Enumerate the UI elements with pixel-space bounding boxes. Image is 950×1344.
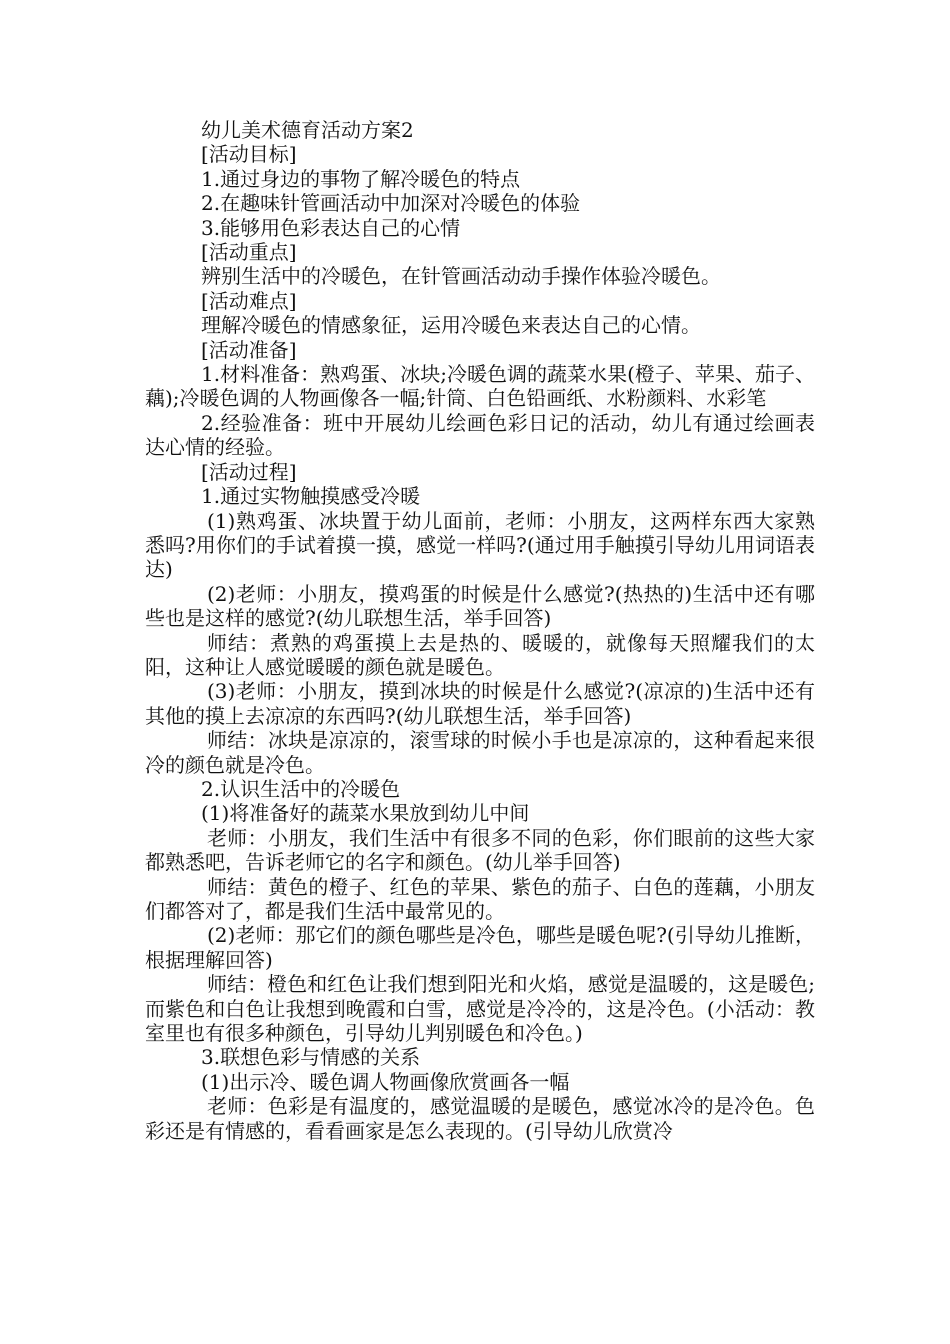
paragraph: 老师：色彩是有温度的，感觉温暖的是暖色，感觉冰冷的是冷色。色彩还是有情感的，看看画家是怎么表现的。(引导幼儿欣赏冷 <box>145 1094 815 1143</box>
paragraph: 2.经验准备：班中开展幼儿绘画色彩日记的活动，幼儿有通过绘画表达心情的经验。 <box>145 410 815 460</box>
paragraph: 辨别生活中的冷暖色，在针管画活动动手操作体验冷暖色。 <box>201 264 721 289</box>
paragraph: 3.联想色彩与情感的关系 <box>201 1045 421 1070</box>
paragraph: (1)熟鸡蛋、冰块置于幼儿面前，老师：小朋友，这两样东西大家熟悉吗?用你们的手试着摸一摸，感觉一样吗?(通过用手触摸引导幼儿用词语表达) <box>145 508 815 582</box>
paragraph: 1.通过身边的事物了解冷暖色的特点 <box>201 166 521 191</box>
paragraph: (1)出示冷、暖色调人物画像欣赏画各一幅 <box>201 1069 570 1094</box>
section-heading-difficulty: [活动难点] <box>201 288 297 313</box>
paragraph: 1.通过实物触摸感受冷暖 <box>201 484 421 509</box>
section-heading-goals: [活动目标] <box>201 142 297 167</box>
paragraph: 老师：小朋友，我们生活中有很多不同的色彩，你们眼前的这些大家都熟悉吧，告诉老师它的名字和颜色。(幼儿举手回答) <box>145 825 815 875</box>
document-body <box>145 118 815 1143</box>
paragraph: 3.能够用色彩表达自己的心情 <box>201 215 461 240</box>
paragraph: 师结：橙色和红色让我们想到阳光和火焰，感觉是温暖的，这是暖色;而紫色和白色让我想到晚霞和白雪，感觉是冷冷的，这是冷色。(小活动：教室里也有很多种颜色，引导幼儿判别暖色和冷色。) <box>145 972 815 1046</box>
section-heading-preparation: [活动准备] <box>201 337 297 362</box>
section-heading-process: [活动过程] <box>201 459 297 484</box>
paragraph: 1.材料准备：熟鸡蛋、冰块;冷暖色调的蔬菜水果(橙子、苹果、茄子、藕);冷暖色调的人物画像各一幅;针筒、白色铅画纸、水粉颜料、水彩笔 <box>145 362 815 411</box>
paragraph: (3)老师：小朋友，摸到冰块的时候是什么感觉?(凉凉的)生活中还有其他的摸上去凉凉的东西吗?(幼儿联想生活，举手回答) <box>145 679 815 728</box>
paragraph: 师结：煮熟的鸡蛋摸上去是热的、暖暖的，就像每天照耀我们的太阳，这种让人感觉暖暖的颜色就是暖色。 <box>145 630 815 679</box>
paragraph: (2)老师：那它们的颜色哪些是冷色，哪些是暖色呢?(引导幼儿推断，根据理解回答) <box>145 923 815 972</box>
paragraph: 师结：冰块是凉凉的，滚雪球的时候小手也是凉凉的，这种看起来很冷的颜色就是冷色。 <box>145 728 815 777</box>
paragraph: (2)老师：小朋友，摸鸡蛋的时候是什么感觉?(热热的)生活中还有哪些也是这样的感觉?(幼儿联想生活，举手回答) <box>145 581 815 631</box>
doc-title: 幼儿美术德育活动方案2 <box>201 118 414 142</box>
paragraph: 师结：黄色的橙子、红色的苹果、紫色的茄子、白色的莲藕，小朋友们都答对了，都是我们生活中最常见的。 <box>145 874 815 923</box>
paragraph: 2.在趣味针管画活动中加深对冷暖色的体验 <box>201 191 581 216</box>
paragraph: (1)将准备好的蔬菜水果放到幼儿中间 <box>201 801 530 826</box>
paragraph: 2.认识生活中的冷暖色 <box>201 776 401 801</box>
section-heading-focus: [活动重点] <box>201 240 297 265</box>
paragraph: 理解冷暖色的情感象征，运用冷暖色来表达自己的心情。 <box>201 313 701 338</box>
